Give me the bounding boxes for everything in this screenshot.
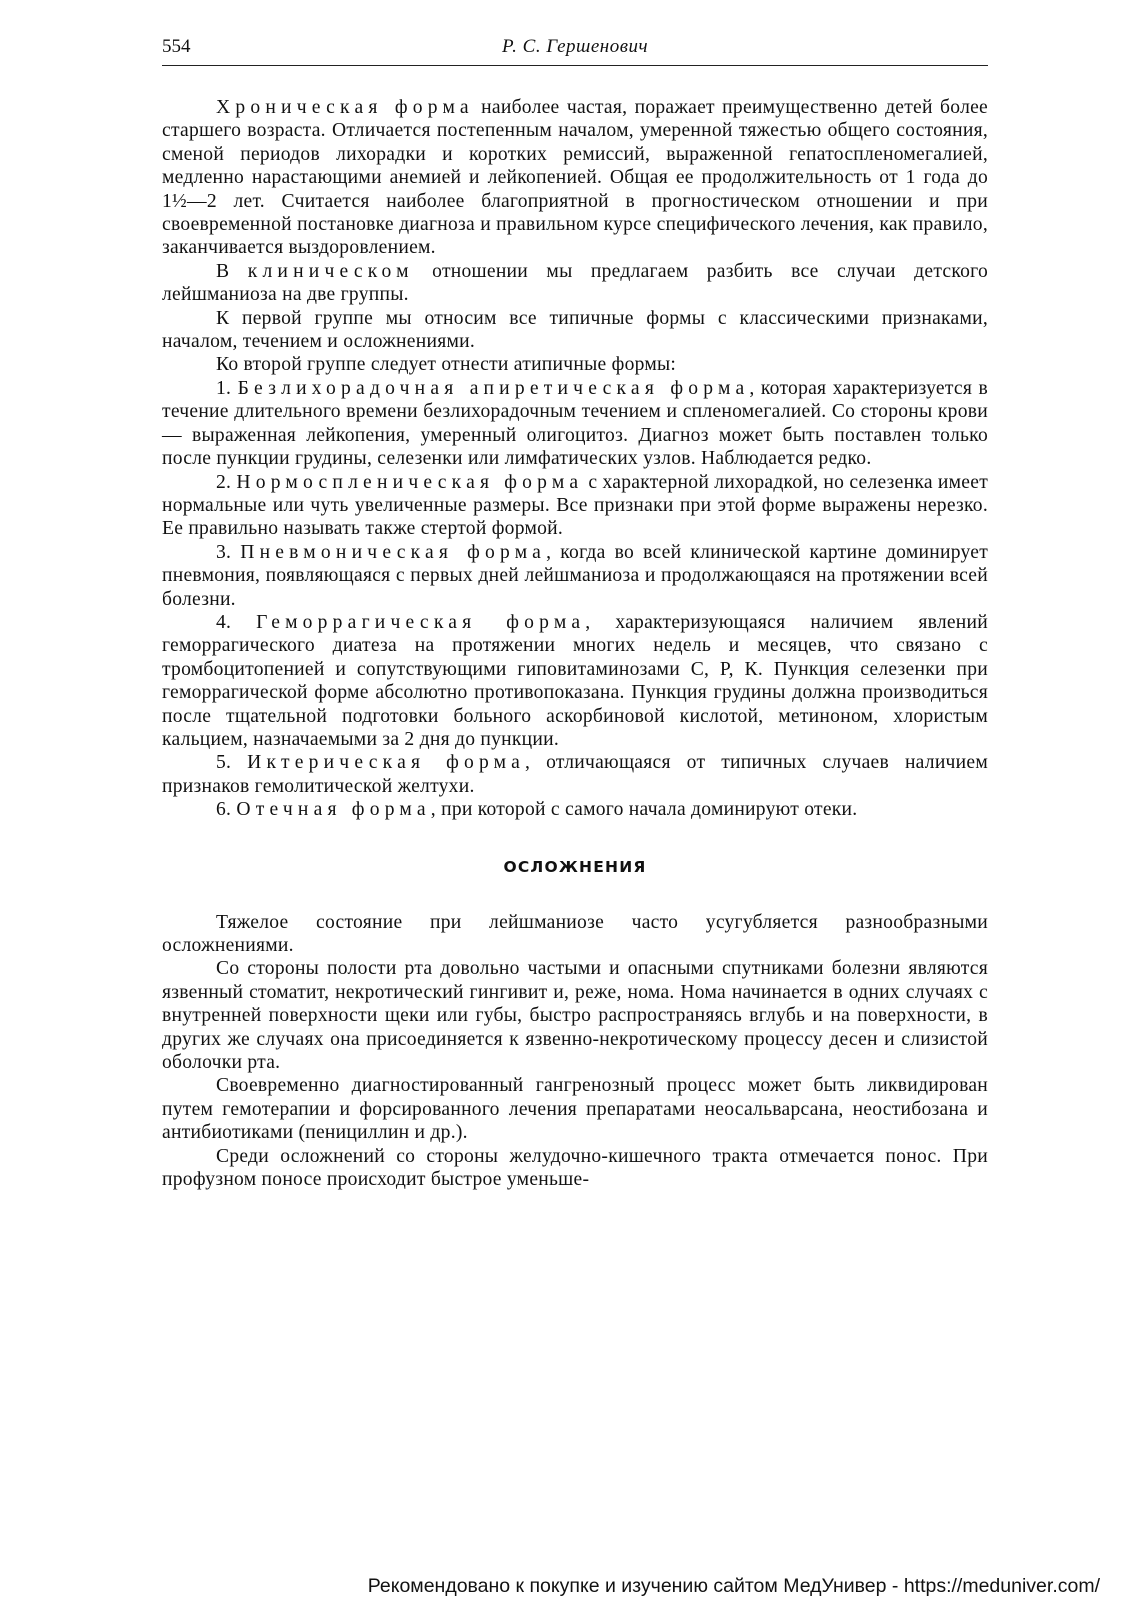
list-item-5 bbox=[162, 751, 988, 798]
list-number: 6. bbox=[216, 799, 237, 821]
complications-paragraph-3: Своевременно диагностированный гангренозный процесс может быть ликвидирован путем гемотерапии и форсированного лечения препаратами неосальварсана, неостибозана и антибиотиками (пенициллин и др.). bbox=[162, 1075, 988, 1144]
running-head: Р. С. Гершенович bbox=[501, 36, 649, 57]
list-item-1 bbox=[162, 377, 988, 471]
section-heading: ОСЛОЖНЕНИЯ bbox=[503, 857, 647, 876]
paragraph-first-group: К первой группе мы относим все типичные формы с классическими признаками, началом, течением и осложнениями. bbox=[162, 307, 988, 353]
paragraph-chronic-form bbox=[162, 96, 988, 260]
list-text: с характерной лихорадкой, но селезенка имеет нормальные или чуть увеличенные размеры. Все признаки при этой форме выражены нерезко. Ее правильно называть также стертой формой. bbox=[162, 471, 989, 540]
paragraph-text: отношении мы предлагаем разбить все случаи детского лейшманиоза на две группы. bbox=[162, 260, 988, 306]
list-item-4 bbox=[162, 611, 988, 751]
list-number: 3. bbox=[216, 541, 241, 563]
paragraph-prefix: В bbox=[216, 260, 248, 282]
list-number: 1. bbox=[216, 377, 238, 399]
spaced-term: Хроническая форма bbox=[216, 97, 474, 118]
list-text: , которая характеризуется в течение длительного времени безлихорадочным течением и спленомегалией. Со стороны крови — выраженная лейкопения, умеренный олигоцитоз. Диагноз может быть поставлен только после пункции грудины, селезенки или лимфатических узлов. Наблюдается редко. bbox=[162, 377, 988, 470]
list-text: , отличающаяся от типичных случаев наличием признаков гемолитической желтухи. bbox=[162, 752, 988, 797]
list-item-2 bbox=[162, 471, 988, 541]
header-rule bbox=[162, 65, 988, 66]
spaced-term: Отечная форма bbox=[236, 799, 431, 821]
list-text: , когда во всей клинической картине доминирует пневмония, появляющаяся с первых дней лейшманиоза и продолжающаяся на протяжении всей болезни. bbox=[162, 541, 989, 610]
complications-paragraph-2: Со стороны полости рта довольно частыми и опасными спутниками болезни являются язвенный стоматит, некротический гингивит и, реже, нома. Нома начинается в одних случаях с внутренней поверхности щеки или губы, быстро распространяясь вглубь и на поверхности, в других же случаях она присоединяется к язвенно-некротическому процессу десен и слизистой оболочки рта. bbox=[162, 958, 988, 1074]
spaced-term: Пневмоническая форма bbox=[240, 541, 547, 563]
page-number: 554 bbox=[162, 36, 191, 57]
complications-paragraph-1: Тяжелое состояние при лейшманиозе часто усугубляется разнообразными осложнениями. bbox=[162, 911, 988, 956]
list-number: 5. bbox=[216, 752, 248, 774]
spaced-term: Иктерическая форма bbox=[247, 752, 526, 774]
page-body bbox=[162, 96, 988, 1191]
spaced-term: клиническом bbox=[247, 260, 414, 282]
paragraph-clinical-groups bbox=[162, 260, 988, 307]
list-item-3 bbox=[162, 541, 988, 611]
list-item-6 bbox=[162, 798, 988, 821]
list-number: 2. bbox=[216, 471, 237, 493]
spaced-term: Нормоспленическая форма bbox=[236, 471, 584, 493]
complications-paragraph-4: Среди осложнений со стороны желудочно-кишечного тракта отмечается понос. При профузном поносе происходит быстрое уменьше- bbox=[162, 1145, 988, 1191]
paragraph-text: наиболее частая, поражает преимущественно детей более старшего возраста. Отличается постепенным началом, умеренной тяжестью общего состояния, сменой периодов лихорадки и коротких ремиссий, выраженной гепатоспленомегалией, медленно нарастающими анемией и лейкопенией. Общая ее продолжительность от 1 года до 1½—2 лет. Считается наиболее благоприятной в прогностическом отношении и при своевременной постановке диагноза и правильном курсе специфического лечения, как правило, заканчивается выздоровлением. bbox=[162, 97, 988, 259]
list-number: 4. bbox=[216, 611, 257, 633]
footer-watermark: Рекомендовано к покупке и изучению сайтом МедУнивер - https://meduniver.com/ bbox=[367, 1575, 1100, 1597]
list-text: , при которой с самого начала доминируют отеки. bbox=[430, 799, 858, 821]
spaced-term: Безлихорадочная апиретическая форма bbox=[237, 377, 750, 399]
list-text: , характеризующаяся наличием явлений геморрагического диатеза на протяжении многих недель и месяцев, что связано с тромбоцитопенией и сопутствующими гиповитаминозами С, Р, К. Пункция селезенки при геморрагической форме абсолютно противопоказана. Пункция грудины должна производиться после тщательной подготовки больного аскорбиновой кислотой, метиноном, хлористым кальцием, назначаемыми за 2 дня до пункции. bbox=[162, 611, 989, 750]
spaced-term: Геморрагическая форма bbox=[256, 611, 586, 633]
page-header bbox=[162, 36, 988, 66]
paragraph-second-group: Ко второй группе следует отнести атипичные формы: bbox=[216, 354, 677, 376]
